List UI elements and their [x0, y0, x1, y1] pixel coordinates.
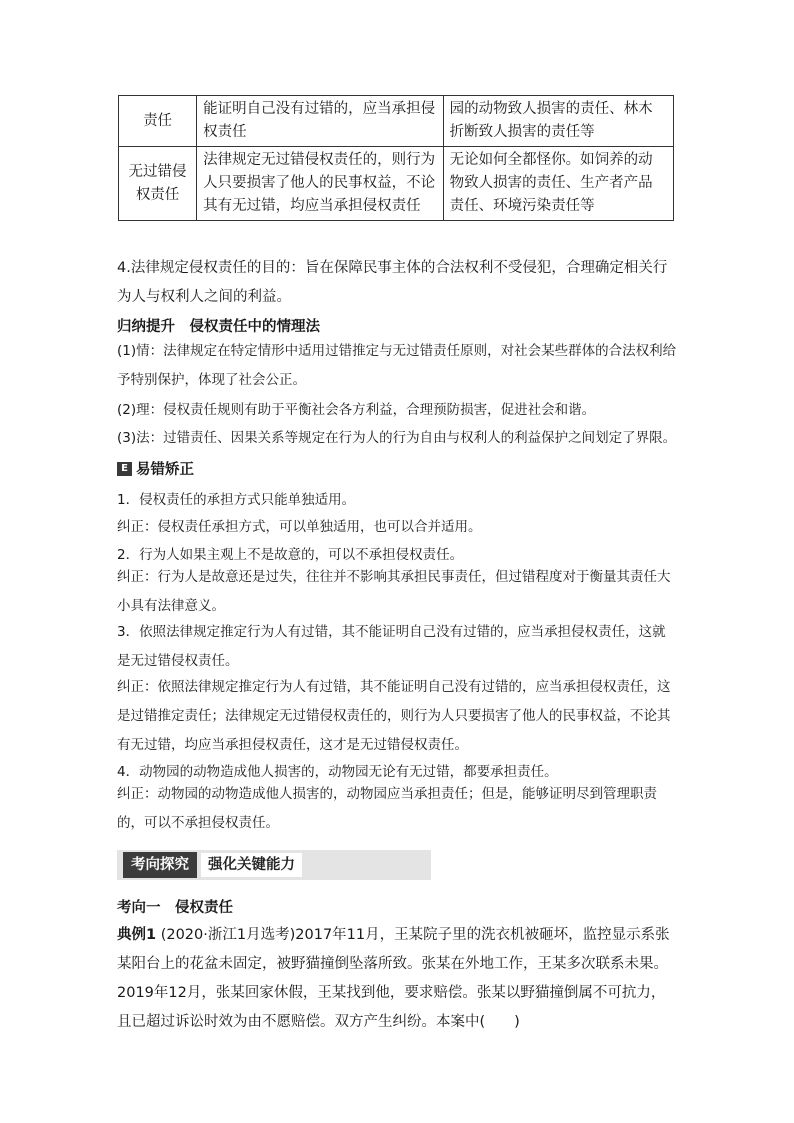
liability-table [118, 95, 674, 221]
banner-tag: 考向探究 [123, 852, 197, 878]
error-section-title: 易错矫正 [136, 462, 194, 478]
error-question: 1．侵权责任的承担方式只能单独适用。 [117, 492, 356, 508]
banner-text: 强化关键能力 [201, 853, 302, 877]
error-question: 3．依照法律规定推定行为人有过错，其不能证明自己没有过错的，应当承担侵权责任，这就是无过错侵权责任。 [117, 624, 666, 669]
example-paragraph [117, 921, 679, 1037]
summary-item: (3)法：过错责任、因果关系等规定在行为人的行为自由与权利人的利益保护之间划定了界限。 [117, 430, 677, 446]
table-cell-examples: 无论如何全都怪你。如饲养的动物致人损害的责任、生产者产品责任、环境污染责任等 [443, 147, 673, 221]
example-label: 典例1 [117, 927, 157, 943]
error-answer: 纠正：动物园的动物造成他人损害的，动物园应当承担责任；但是，能够证明尽到管理职责的，可以不承担侵权责任。 [117, 786, 657, 831]
summary-title: 归纳提升 侵权责任中的情理法 [117, 319, 320, 335]
table-cell-examples: 园的动物致人损害的责任、林木折断致人损害的责任等 [443, 96, 673, 147]
table-row [119, 96, 674, 147]
example-source: (2020·浙江1月选考) [160, 927, 296, 943]
table-cell-description: 能证明自己没有过错的，应当承担侵权责任 [197, 96, 444, 147]
error-answer: 纠正：侵权责任承担方式，可以单独适用，也可以合并适用。 [117, 519, 482, 535]
summary-item: (1)情：法律规定在特定情形中适用过错推定与无过错责任原则，对社会某些群体的合法权利给予特别保护，体现了社会公正。 [117, 343, 677, 388]
point-4-paragraph: 4.法律规定侵权责任的目的：旨在保障民事主体的合法权利不受侵犯，合理确定相关行为人与权利人之间的利益。 [117, 260, 668, 305]
error-question: 4．动物园的动物造成他人损害的，动物园无论有无过错，都要承担责任。 [117, 764, 558, 780]
section-banner [117, 850, 431, 880]
summary-item: (2)理：侵权责任规则有助于平衡社会各方利益，合理预防损害，促进社会和谐。 [117, 402, 596, 418]
error-question: 2．行为人如果主观上不是故意的，可以不承担侵权责任。 [117, 547, 464, 563]
error-answer: 纠正：依照法律规定推定行为人有过错，其不能证明自己没有过错的，应当承担侵权责任，这是过错推定责任；法律规定无过错侵权责任的，则行为人只要损害了他人的民事权益，不论其有无过错，均应当承担侵权责任，这才是无过错侵权责任。 [117, 679, 671, 753]
error-correction-heading [117, 458, 194, 479]
table-row [119, 147, 674, 221]
table-cell-type: 责任 [119, 96, 197, 147]
example-text: 2017年11月，王某院子里的洗衣机被砸坏，监控显示系张某阳台上的花盆未固定，被野猫撞倒坠落所致。张某在外地工作，王某多次联系未果。2019年12月，张某回家休假，王某找到他，要求赔偿。张某以野猫撞倒属不可抗力，且已超过诉讼时效为由不愿赔偿。双方产生纠纷。本案中( ) [117, 927, 670, 1030]
direction-heading: 考向一 侵权责任 [117, 900, 233, 916]
error-answer: 纠正：行为人是故意还是过失，往往并不影响其承担民事责任，但过错程度对于衡量其责任大小具有法律意义。 [117, 569, 671, 614]
table-cell-type: 无过错侵权责任 [119, 147, 197, 221]
table-cell-description: 法律规定无过错侵权责任的，则行为人只要损害了他人的民事权益，不论其有无过错，均应当承担侵权责任 [197, 147, 444, 221]
error-section-icon: E [117, 462, 132, 476]
